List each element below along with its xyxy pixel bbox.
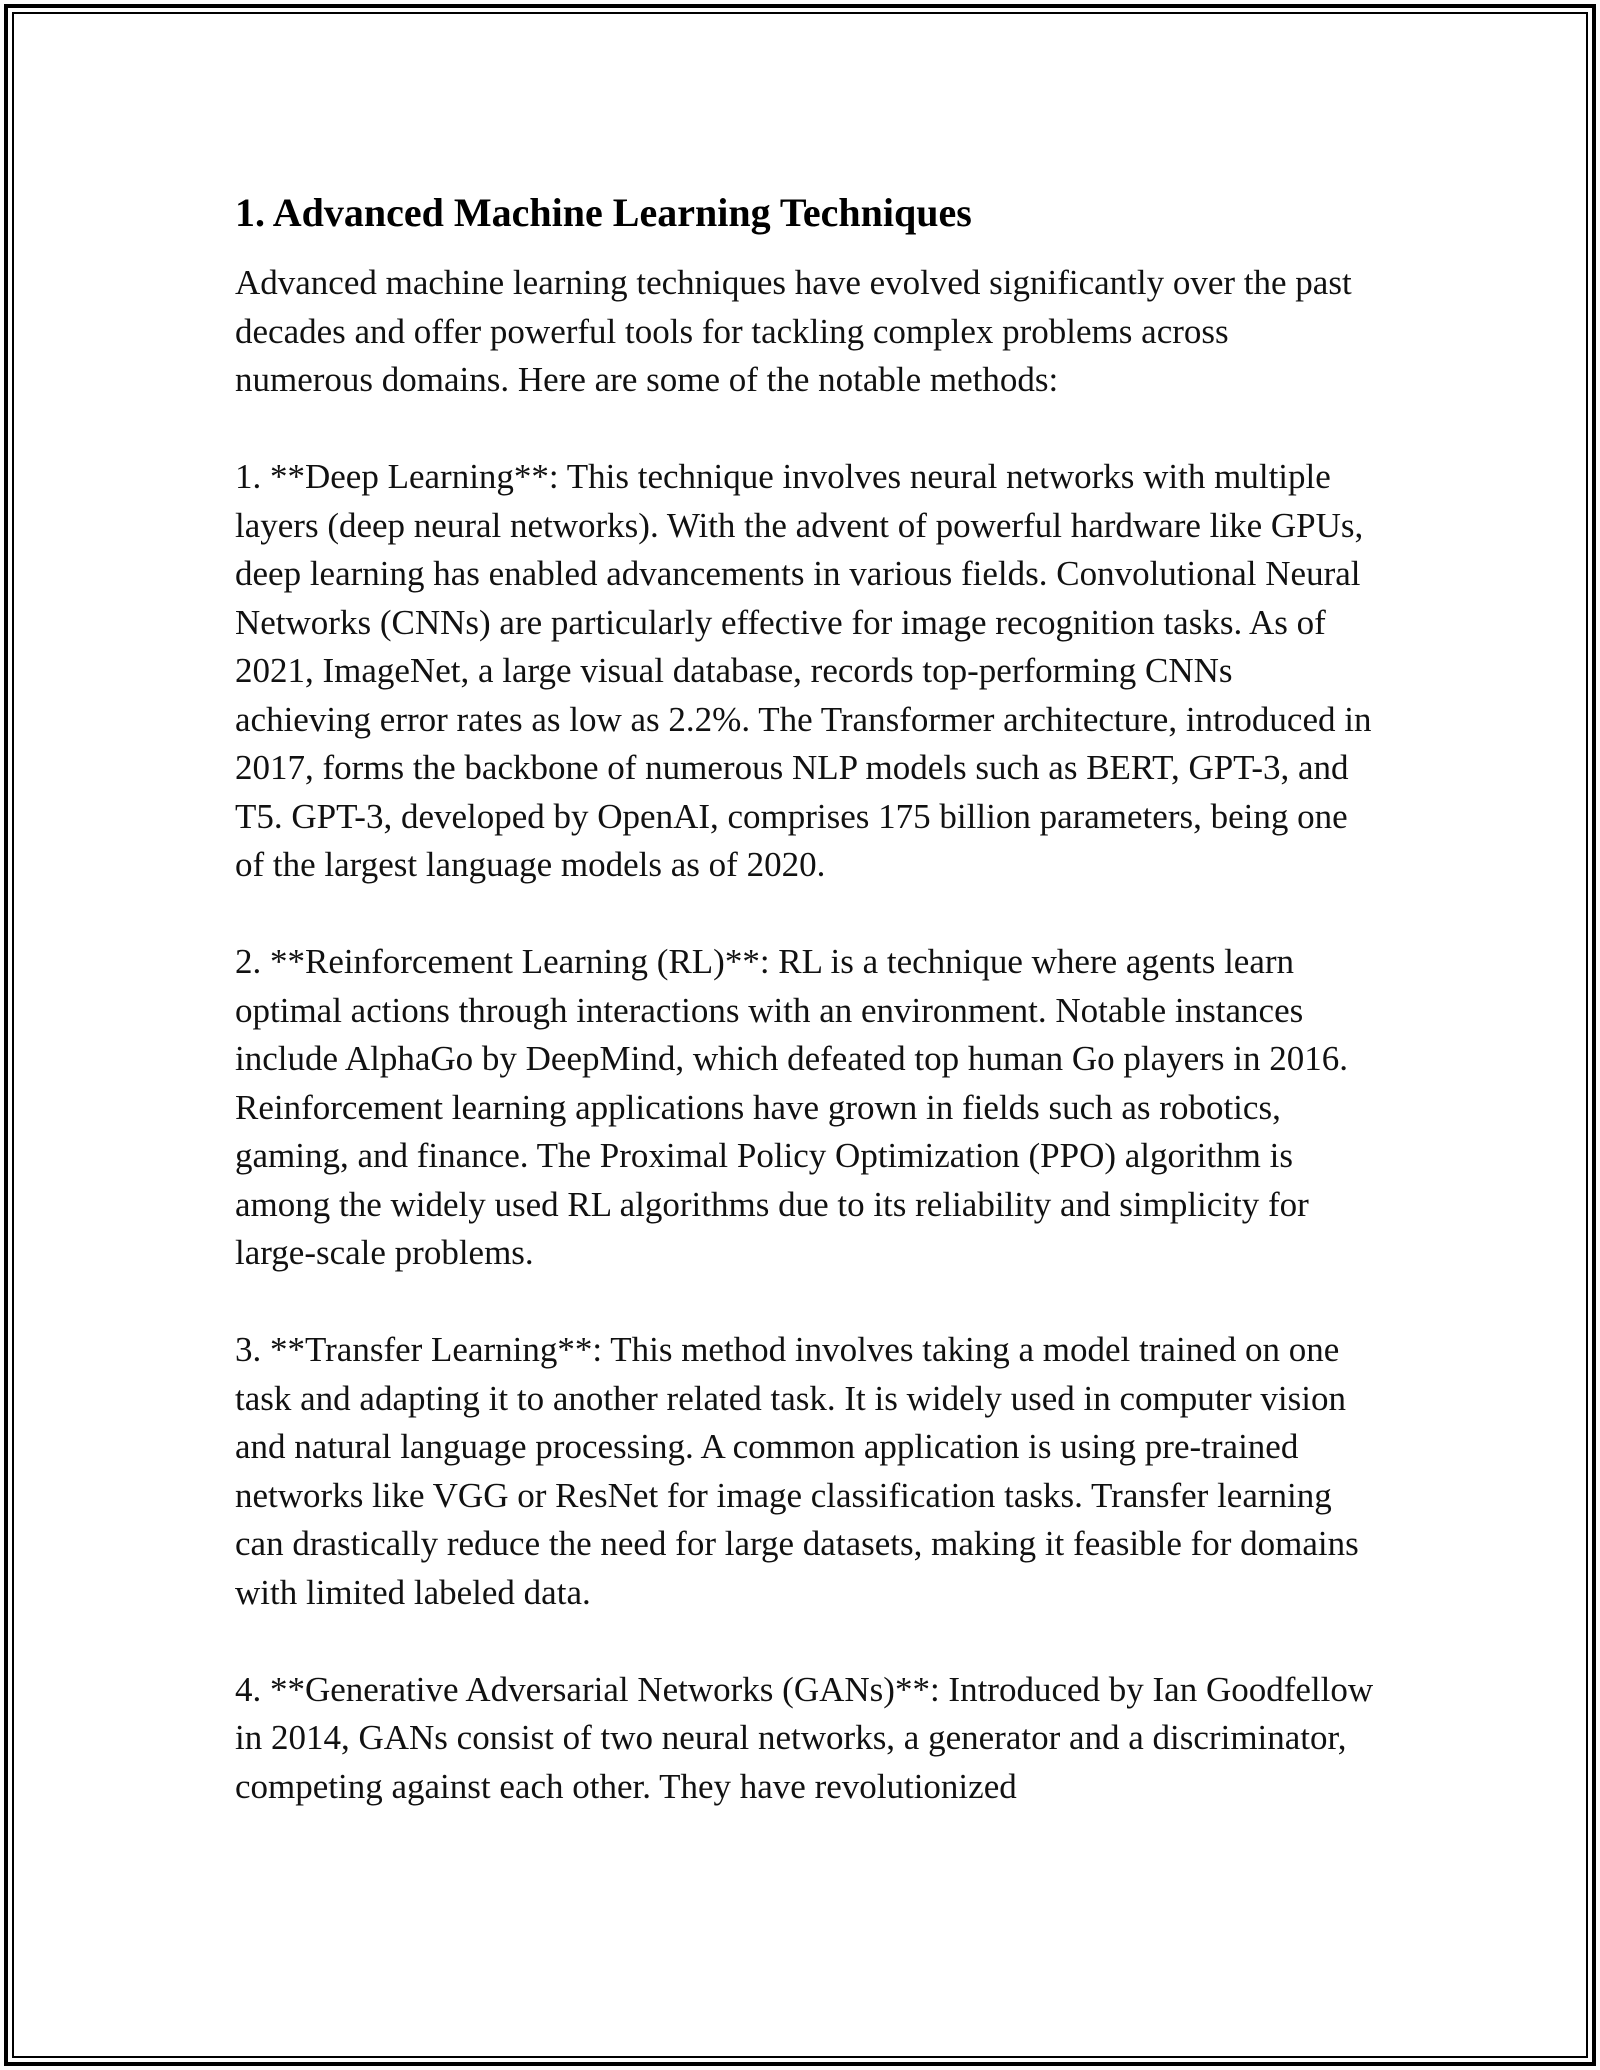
deep-learning-paragraph: 1. **Deep Learning**: This technique involves neural networks with multiple layers (deep neural networks). With the advent of powerful hardware like GPUs, deep learning has enabled advancements in various fields. Convolutional Neural Networks (CNNs) are particularly effective for image recognition tasks. As of 2021, ImageNet, a large visual database, records top-performing CNNs achieving error rates as low as 2.2%. The Transformer architecture, introduced in 2017, forms the backbone of numerous NLP models such as BERT, GPT-3, and T5. GPT-3, developed by OpenAI, comprises 175 billion parameters, being one of the largest language models as of 2020. [235, 457, 1381, 884]
intro-paragraph: Advanced machine learning techniques have evolved significantly over the past decades and offer powerful tools for tackling complex problems across numerous domains. Here are some of the notable methods: [235, 263, 1361, 399]
reinforcement-learning-paragraph: 2. **Reinforcement Learning (RL)**: RL is a technique where agents learn optimal actions through interactions with an environment. Notable instances include AlphaGo by DeepMind, which defeated top human Go players in 2016. Reinforcement learning applications have grown in fields such as robotics, gaming, and finance. The Proximal Policy Optimization (PPO) algorithm is among the widely used RL algorithms due to its reliability and simplicity for large-scale problems. [235, 942, 1357, 1272]
section-title: 1. Advanced Machine Learning Techniques [235, 190, 972, 235]
gans-paragraph: 4. **Generative Adversarial Networks (GANs)**: Introduced by Ian Goodfellow in 2014, GANs consist of two neural networks, a generator and a discriminator, competing against each other. They have revolutionized [235, 1669, 1382, 1806]
document-page [235, 185, 1382, 1860]
transfer-learning-paragraph: 3. **Transfer Learning**: This method involves taking a model trained on one task and adapting it to another related task. It is widely used in computer vision and natural language processing. A common application is using pre-trained networks like VGG or ResNet for image classification tasks. Transfer learning can drastically reduce the need for large datasets, making it feasible for domains with limited labeled data. [235, 1330, 1368, 1612]
